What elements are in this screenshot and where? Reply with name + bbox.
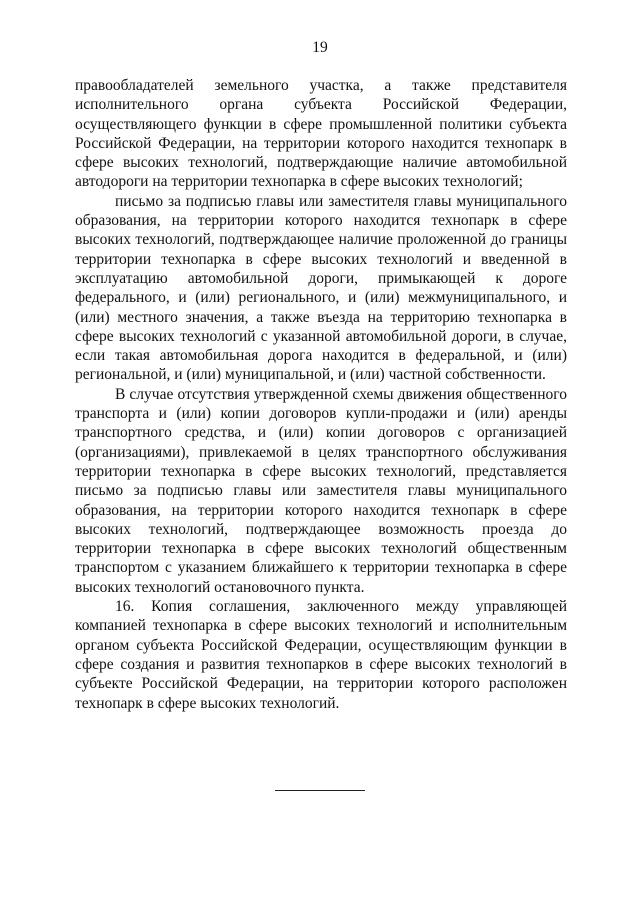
document-body — [75, 76, 567, 713]
paragraph-continuation: правообладателей земельного участка, а также представителя исполнительного органа субъекта Российской Федерации, осуществляющего функции в сфере промышленной политики субъекта Российской Федерации, на территории которого находится технопарк в сфере высоких технологий, подтверждающие наличие автомобильной автодороги на территории технопарка в сфере высоких технологий; — [75, 77, 567, 191]
paragraph-item-16: 16. Копия соглашения, заключенного между управляющей компанией технопарка в сфере высоких технологий и исполнительным органом субъекта Российской Федерации, осуществляющим функции в сфере создания и развития технопарков в сфере высоких технологий в субъекте Российской Федерации, на территории которого расположен технопарк в сфере высоких технологий. — [75, 598, 567, 712]
page-number: 19 — [312, 39, 328, 56]
end-of-document-rule — [275, 790, 365, 791]
paragraph-municipal-letter: письмо за подписью главы или заместителя главы муниципального образования, на территории которого находится технопарк в сфере высоких технологий, подтверждающее наличие проложенной до границы территории технопарка в сфере высоких технологий и введенной в эксплуатацию автомобильной дороги, примыкающей к дороге федерального, и (или) регионального, и (или) межмуниципального, и (или) местного значения, а также въезда на территорию технопарка в сфере высоких технологий с указанной автомобильной дороги, в случае, если такая автомобильная дорога находится в федеральной, и (или) региональной, и (или) муниципальной, и (или) частной собственности. — [75, 192, 567, 384]
paragraph-public-transport: В случае отсутствия утвержденной схемы движения общественного транспорта и (или) копии договоров купли-продажи и (или) аренды транспортного средства, и (или) копии договоров с организацией (организациями), привлекаемой в целях транспортного обслуживания территории технопарка в сфере высоких технологий, представляется письмо за подписью главы или заместителя главы муниципального образования, на территории которого находится технопарк в сфере высоких технологий, подтверждающее возможность проезда до территории технопарка в сфере высоких технологий общественным транспортом с указанием ближайшего к территории технопарка в сфере высоких технологий остановочного пункта. — [75, 385, 567, 596]
